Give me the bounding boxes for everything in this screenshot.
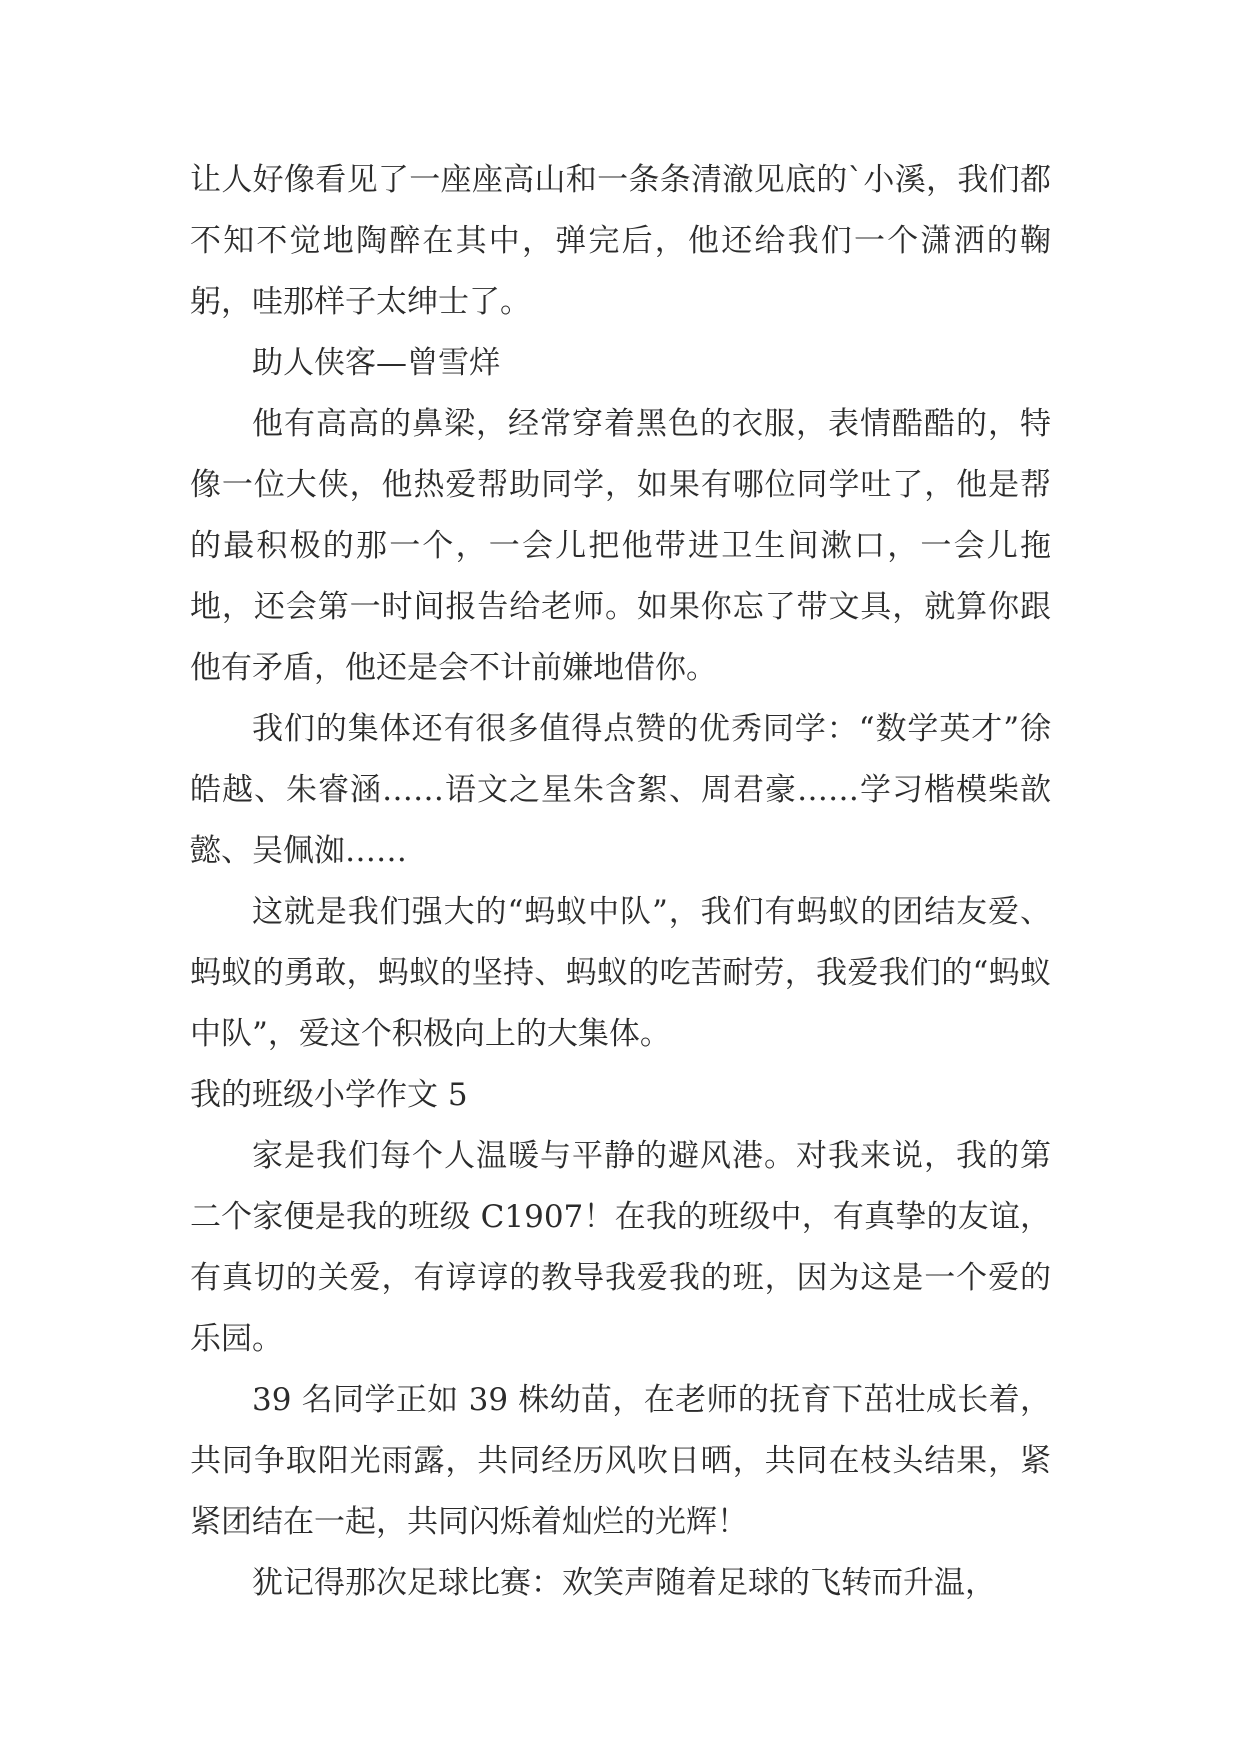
- paragraph: 家是我们每个人温暖与平静的避风港。对我来说，我的第二个家便是我的班级 C1907！在我的班级中，有真挚的友谊，有真切的关爱，有谆谆的教导我爱我的班，因为这是一个爱的乐园。: [190, 1138, 1051, 1357]
- paragraph: 这就是我们强大的“蚂蚁中队”，我们有蚂蚁的团结友爱、蚂蚁的勇敢，蚂蚁的坚持、蚂蚁的吃苦耐劳，我爱我们的“蚂蚁中队”，爱这个积极向上的大集体。: [190, 894, 1051, 1052]
- paragraph: 我们的集体还有很多值得点赞的优秀同学：“数学英才”徐皓越、朱睿涵……语文之星朱含絮、周君豪……学习楷模柴歆懿、吴佩洳……: [190, 711, 1051, 869]
- paragraph: 39 名同学正如 39 株幼苗，在老师的抚育下茁壮成长着，共同争取阳光雨露，共同经历风吹日晒，共同在枝头结果，紧紧团结在一起，共同闪烁着灿烂的光辉！: [190, 1382, 1051, 1540]
- paragraph: 犹记得那次足球比赛：欢笑声随着足球的飞转而升温，: [252, 1565, 996, 1601]
- subtitle-helper-hero: 助人侠客—曾雪烊: [252, 345, 500, 381]
- paragraph: 他有高高的鼻梁，经常穿着黑色的衣服，表情酷酷的，特像一位大侠，他热爱帮助同学，如果有哪位同学吐了，他是帮的最积极的那一个，一会儿把他带进卫生间漱口，一会儿拖地，还会第一时间报告给老师。如果你忘了带文具，就算你跟他有矛盾，他还是会不计前嫌地借你。: [190, 406, 1051, 686]
- paragraph-continuation: 让人好像看见了一座座高山和一条条清澈见底的`小溪，我们都不知不觉地陶醉在其中，弹完后，他还给我们一个潇洒的鞠躬，哇那样子太绅士了。: [190, 162, 1051, 320]
- section-heading: 我的班级小学作文 5: [190, 1077, 468, 1113]
